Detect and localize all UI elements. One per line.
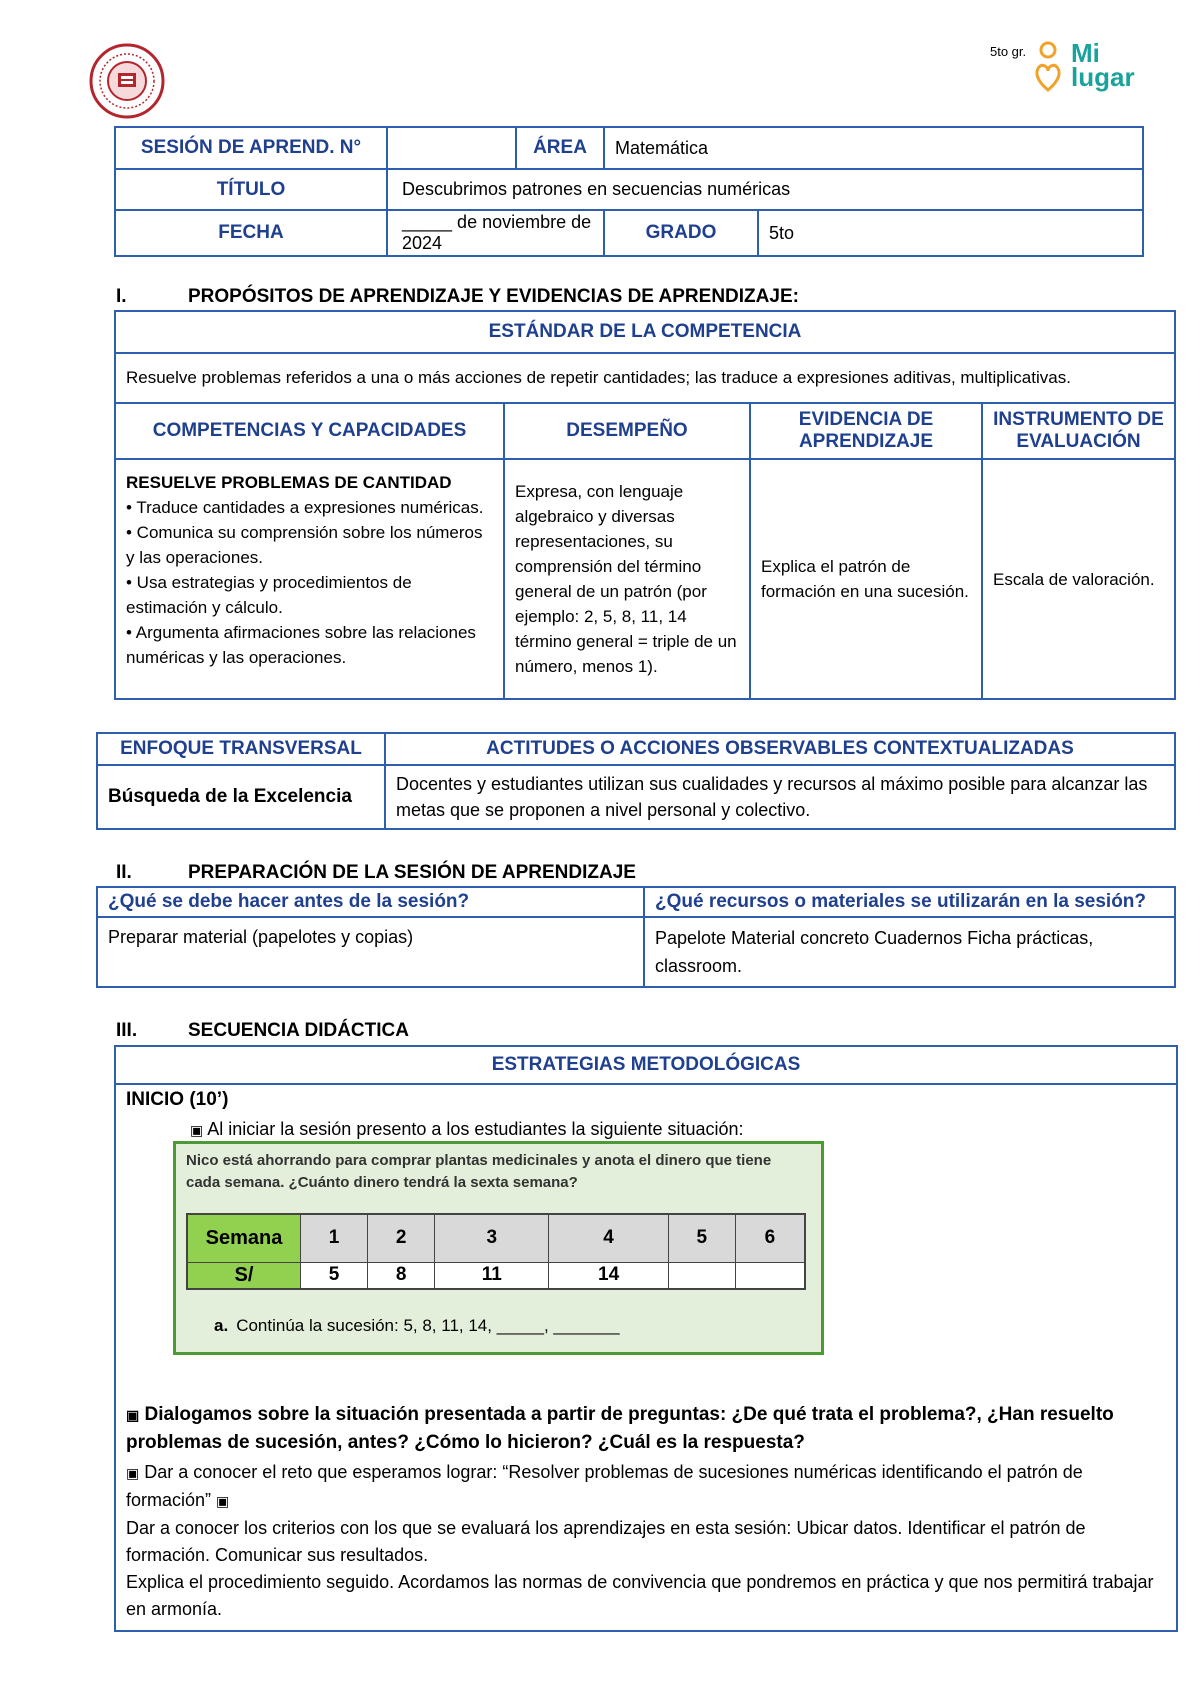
section1-title: PROPÓSITOS DE APRENDIZAJE Y EVIDENCIAS DE APRENDIZAJE: [188,286,799,307]
date-label: FECHA [115,210,387,256]
mi-lugar-logo [1033,40,1143,94]
weeks-table [186,1213,806,1290]
date-value: _____ de noviembre de 2024 [387,210,604,256]
capacity-item: • Usa estrategias y procedimientos de estimación y cálculo. [126,573,412,617]
bullet-icon: ▣ [190,1122,204,1138]
week-cell: 1 [301,1214,368,1262]
challenge-text: Dar a conocer el reto que esperamos lograr: “Resolver problemas de sucesiones numéricas identificando el patrón de formación” [126,1462,1083,1510]
grade-label: GRADO [604,210,758,256]
bullet-icon: ▣ [216,1493,230,1509]
amount-cell: 11 [435,1262,549,1289]
week-cell: 2 [368,1214,435,1262]
section2-heading [116,862,636,884]
amount-cell [668,1262,735,1289]
amount-cell [735,1262,805,1289]
section2-title: PREPARACIÓN DE LA SESIÓN DE APRENDIZAJE [188,862,636,883]
capacity-item: • Comunica su comprensión sobre los números y las operaciones. [126,523,483,567]
section3-heading [116,1020,409,1042]
task-text: Continúa la sucesión: 5, 8, 11, 14, _____, _______ [236,1316,620,1335]
performance-text: Expresa, con lenguaje algebraico y diversas representaciones, su comprensión del término general de un patrón (por ejemplo: 2, 5, 8, 11, 14 término general = triple de un número, menos 1). [504,459,750,699]
section1-heading [116,286,799,308]
problem-text: Nico está ahorrando para comprar plantas medicinales y anota el dinero que tiene cada semana. ¿Cuánto dinero tendrá la sexta semana? [186,1152,772,1191]
dialogue-paragraph [126,1401,1156,1456]
criteria-text: Dar a conocer los criterios con los que se evaluará los aprendizajes en esta sesión: Ubicar datos. Identificar el patrón de formación. Comunicar sus resultados. [126,1518,1086,1565]
col-instrument: INSTRUMENTO DE EVALUACIÓN [982,403,1175,459]
session-info-table [114,126,1144,257]
strategies-header: ESTRATEGIAS METODOLÓGICAS [116,1047,1176,1085]
section1-number: I. [116,286,127,307]
approach-col2: ACTITUDES O ACCIONES OBSERVABLES CONTEXTUALIZADAS [385,733,1175,765]
grade-value: 5to [758,210,1143,256]
competency-table [114,310,1176,700]
col-competencies: COMPETENCIAS Y CAPACIDADES [115,403,504,459]
approach-col1: ENFOQUE TRANSVERSAL [97,733,385,765]
strategies-box [114,1045,1178,1632]
standard-text: Resuelve problemas referidos a una o más acciones de repetir cantidades; las traduce a expresiones aditivas, multiplicativas. [115,353,1175,403]
amount-cell: 14 [549,1262,668,1289]
start-label: INICIO (10’) [126,1089,229,1110]
week-cell: 6 [735,1214,805,1262]
school-seal-logo [88,42,166,120]
section2-number: II. [116,862,132,883]
capacity-item: • Argumenta afirmaciones sobre las relaciones numéricas y las operaciones. [126,623,476,667]
intro-line [190,1119,744,1140]
title-value: Descubrimos patrones en secuencias numéricas [387,169,1143,210]
preparation-col1: ¿Qué se debe hacer antes de la sesión? [97,887,644,917]
area-label: ÁREA [516,127,604,169]
section3-number: III. [116,1020,138,1041]
competency-cell [115,459,504,699]
preparation-table [96,886,1176,988]
week-cell: 5 [668,1214,735,1262]
problem-card [173,1141,824,1355]
intro-text: Al iniciar la sesión presento a los estudiantes la siguiente situación: [207,1119,744,1139]
brand-line2: lugar [1071,62,1135,92]
col-evidence: EVIDENCIA DE APRENDIZAJE [750,403,982,459]
approach-name: Búsqueda de la Excelencia [97,765,385,829]
challenge-line [126,1459,1156,1515]
competency-title: RESUELVE PROBLEMAS DE CANTIDAD [126,473,452,492]
session-label: SESIÓN DE APREND. N° [115,127,387,169]
title-label: TÍTULO [115,169,387,210]
approach-text: Docentes y estudiantes utilizan sus cualidades y recursos al máximo posible para alcanzar las metas que se proponen a nivel personal y colectivo. [385,765,1175,829]
bullet-icon: ▣ [126,1465,140,1481]
week-row-label: Semana [187,1214,301,1262]
capacity-item: • Traduce cantidades a expresiones numéricas. [126,498,484,517]
procedure-text: Explica el procedimiento seguido. Acordamos las normas de convivencia que pondremos en práctica y que nos permitirá trabajar en armonía. [126,1572,1154,1619]
section3-title: SECUENCIA DIDÁCTICA [188,1020,409,1041]
week-cell: 4 [549,1214,668,1262]
standard-header: ESTÁNDAR DE LA COMPETENCIA [115,311,1175,353]
preparation-resources: Papelote Material concreto Cuadernos Ficha prácticas, classroom. [644,917,1175,987]
grade-note: 5to gr. [990,44,1027,59]
area-value: Matemática [604,127,1143,169]
closing-paragraphs [126,1459,1156,1623]
amount-row-label: S/ [187,1262,301,1289]
amount-cell: 5 [301,1262,368,1289]
session-value[interactable] [387,127,516,169]
instrument-text: Escala de valoración. [982,459,1175,699]
preparation-col2: ¿Qué recursos o materiales se utilizarán en la sesión? [644,887,1175,917]
week-cell: 3 [435,1214,549,1262]
bullet-icon: ▣ [126,1407,140,1423]
brand-line1: Mi [1071,38,1100,68]
amount-cell: 8 [368,1262,435,1289]
evidence-text: Explica el patrón de formación en una sucesión. [750,459,982,699]
preparation-before: Preparar material (papelotes y copias) [97,917,644,987]
dialogue-text: Dialogamos sobre la situación presentada a partir de preguntas: ¿De qué trata el problema?, ¿Han resuelto problemas de sucesión, antes? ¿Cómo lo hicieron? ¿Cuál es la respuesta? [126,1404,1114,1453]
task-line [214,1316,620,1336]
task-letter: a. [214,1316,229,1335]
approach-table [96,732,1176,830]
pin-heart-icon [1033,40,1063,92]
col-performance: DESEMPEÑO [504,403,750,459]
